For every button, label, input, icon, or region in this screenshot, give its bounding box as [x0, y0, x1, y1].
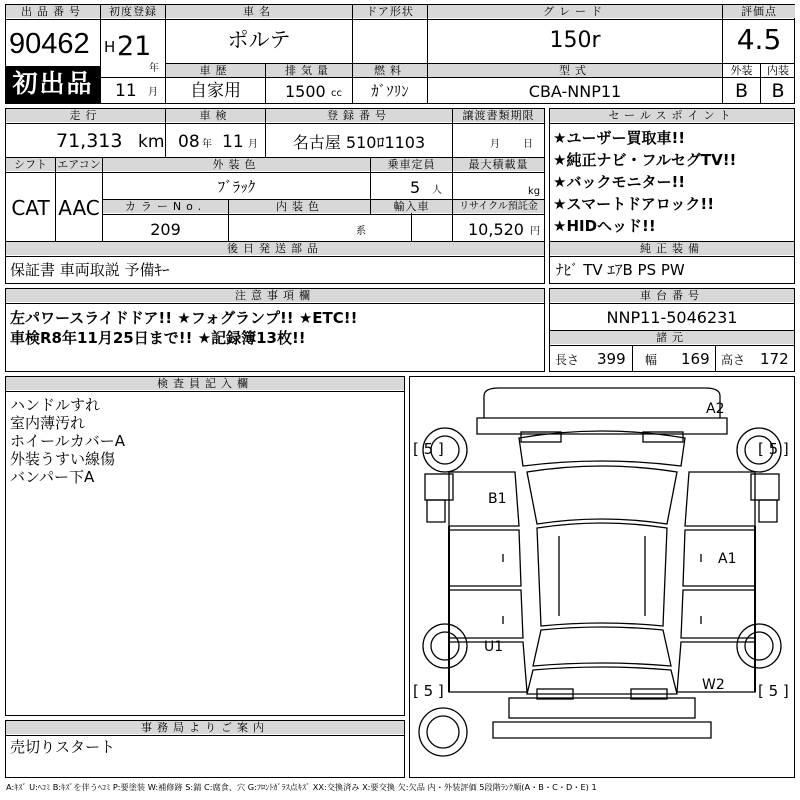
inspector-header: 検査員記入欄 [6, 377, 404, 390]
reg-year-unit: 年 [149, 63, 159, 74]
hood [519, 431, 685, 466]
first-reg-header: 初度登録 [101, 5, 165, 18]
shift: CAT [11, 196, 50, 220]
inspector-note: ホイールカバーA [10, 432, 125, 450]
recycle-deposit: 10,520 [468, 220, 524, 239]
car-name-header: 車名 [166, 5, 352, 18]
car-name: ポルテ [227, 28, 291, 52]
divider [5, 172, 545, 173]
inspector-notes [10, 396, 125, 486]
right-front-fender [685, 472, 755, 526]
sales-point: ★スマートドアロック!! [553, 195, 715, 213]
damage-mark-b1: B1 [488, 491, 507, 507]
inspection-month-unit: 月 [248, 139, 258, 150]
divider [5, 735, 405, 736]
transfer-header: 譲渡書類期限 [453, 109, 544, 122]
office-header: 事務局よりご案内 [6, 721, 404, 734]
spare-wheel [427, 716, 459, 748]
damage-mark-w2: W2 [702, 677, 725, 693]
roof [537, 523, 667, 626]
inspection-month: 11 [222, 132, 244, 152]
ac-header: エアコン [57, 158, 101, 171]
exterior-color: ﾌﾞﾗｯｸ [217, 178, 256, 196]
damage-mark-a1: A1 [718, 551, 737, 567]
damage-mark-a2: A2 [706, 401, 725, 417]
sales-points-header: セールスポイント [550, 109, 794, 122]
shift-header: シフト [6, 158, 55, 171]
sales-points-list [553, 129, 793, 239]
interior-grade: B [771, 80, 785, 102]
divider [715, 345, 716, 372]
int-color-unit: 系 [356, 226, 366, 237]
legend: A:ｷｽﾞ U:ﾍｺﾐ B:ｷｽﾞを伴うﾍｺﾐ P:要塗装 W:補修跡 S:錆 C:腐食、穴 G:ﾌﾛﾝﾄｶﾞﾗｽ点ｷｽﾞ XX:交換済み X:要交換 欠:欠品 内・外装評価 5段階ﾗﾝｸ順(A・B・C・D・E) 1 [6, 783, 597, 792]
left-front-door [449, 530, 521, 586]
divider [549, 256, 795, 257]
notes-line: 車検R8年11月25日まで!! ★記録簿13枚!! [10, 329, 306, 347]
score-header: 評価点 [723, 5, 795, 18]
divider [549, 303, 795, 304]
divider [5, 391, 405, 392]
spare-wheel [419, 708, 467, 756]
era: H [104, 38, 116, 56]
divider [370, 199, 371, 214]
inspection-year-unit: 年 [202, 139, 212, 150]
displacement-unit: cc [331, 88, 342, 99]
inspector-note: 室内薄汚れ [10, 414, 86, 432]
chassis-number: NNP11-5046231 [606, 308, 738, 327]
color-no-header: カラーNo. [103, 200, 228, 213]
lot-no: 90462 [9, 28, 90, 60]
color-number: 209 [150, 220, 181, 239]
width: 169 [681, 350, 710, 368]
divider [549, 345, 795, 346]
reg-no-header: 登録番号 [266, 109, 452, 122]
inspection-year: 08 [178, 132, 200, 152]
lot-no-header: 出品番号 [6, 5, 100, 18]
divider [102, 214, 545, 215]
rear-hatch [527, 667, 677, 694]
notes-line: 左パワースライドドア!! ★フォグランプ!! ★ETC!! [10, 309, 358, 327]
dimensions-header: 諸元 [550, 331, 794, 344]
width-label: 幅 [645, 353, 658, 367]
displacement-header: 排気量 [266, 64, 352, 77]
rear-right-wheel [745, 632, 773, 660]
length-label: 長さ [555, 353, 580, 367]
front-bumper [484, 388, 720, 418]
divider [5, 256, 545, 257]
import-header: 輸入車 [371, 200, 452, 213]
height: 172 [760, 350, 789, 368]
fuel: ｶﾞｿﾘﾝ [371, 82, 409, 100]
car-diagram [409, 376, 795, 778]
sales-point: ★ユーザー買取車!! [553, 129, 686, 147]
standard-equipment: ﾅﾋﾞ TV ｴｱB PS PW [556, 261, 685, 279]
history-header: 車歴 [166, 64, 265, 77]
exterior-grade: B [734, 80, 749, 102]
air-conditioner: AAC [58, 196, 100, 220]
model-header: 型式 [428, 64, 722, 77]
divider [5, 123, 545, 124]
length: 399 [597, 350, 626, 368]
history: 自家用 [190, 81, 241, 101]
inspector-note: ハンドルすれ [10, 396, 101, 414]
mileage: 71,313 [56, 130, 123, 152]
tire-bottom-left: [ 5 ] [413, 682, 444, 700]
rear-right-wheel [737, 624, 781, 668]
capacity-header: 乗車定員 [371, 158, 452, 171]
max-load-header: 最大積載量 [453, 158, 544, 171]
equipment-header: 純正装備 [550, 242, 794, 255]
exterior-header: 外装 [730, 64, 753, 77]
damage-mark-u1: U1 [484, 639, 504, 655]
grade-header: グレード [428, 5, 722, 18]
capacity-unit: 人 [432, 185, 442, 196]
inspection-header: 車検 [166, 109, 265, 122]
windshield [527, 466, 677, 524]
sales-point: ★バックモニター!! [553, 173, 686, 191]
later-parts-header: 後日発送部品 [6, 242, 544, 255]
divider [100, 77, 795, 78]
model-code: CBA-NNP11 [528, 82, 622, 101]
displacement: 1500 [285, 82, 326, 101]
score: 4.5 [736, 23, 782, 56]
divider [549, 123, 795, 124]
reg-year: 21 [117, 31, 152, 62]
tire-top-left: [ 5 ] [413, 440, 444, 458]
recycle-header: リサイクル預託金 [453, 200, 544, 213]
notes-header: 注意事項欄 [6, 289, 544, 302]
ext-color-header: 外装色 [103, 158, 370, 171]
right-mirror [759, 500, 777, 522]
door-handle [503, 554, 701, 624]
capacity: 5 [410, 178, 421, 197]
left-mirror [427, 500, 445, 522]
first-listing-badge: 初出品 [6, 66, 100, 104]
rear-window [533, 627, 671, 666]
divider [632, 345, 633, 372]
rear-left-wheel [431, 632, 459, 660]
recycle-unit: 円 [530, 226, 540, 237]
inspector-note: バンパー下A [10, 468, 95, 486]
transfer-month-unit: 月 [490, 139, 500, 150]
inspector-note: 外装うすい線傷 [10, 450, 116, 468]
interior-header: 内装 [767, 64, 789, 77]
tire-top-right: [ 5 ] [758, 440, 789, 458]
sales-point: ★HIDヘッド!! [553, 217, 656, 235]
tire-bottom-right: [ 5 ] [758, 682, 789, 700]
rear-left-wheel [423, 624, 467, 668]
sales-point: ★純正ナビ・フルセグTV!! [553, 151, 737, 169]
mileage-unit: km [138, 132, 165, 152]
divider [100, 19, 795, 20]
rear-bumper [509, 698, 695, 718]
fuel-header: 燃料 [353, 64, 427, 77]
rear-bumper-lower [493, 722, 711, 738]
divider [5, 303, 545, 304]
grade: 150r [549, 28, 601, 53]
int-color-header: 内装色 [229, 200, 371, 213]
registration-number: 名古屋 510ﾛ1103 [292, 133, 426, 152]
door-header: ドア形状 [353, 5, 427, 18]
roof-line [559, 536, 645, 616]
later-parts: 保証書 車両取説 予備ｷｰ [10, 261, 170, 279]
max-load-unit: kg [528, 186, 541, 197]
chassis-header: 車台番号 [550, 289, 794, 302]
office-note: 売切りスタート [10, 738, 116, 756]
transfer-day-unit: 日 [523, 139, 533, 150]
mileage-header: 走行 [6, 109, 165, 122]
divider [5, 19, 101, 20]
reg-month-unit: 月 [148, 87, 158, 98]
height-label: 高さ [721, 353, 746, 367]
reg-month: 11 [115, 81, 137, 101]
left-front-fender [449, 472, 519, 526]
